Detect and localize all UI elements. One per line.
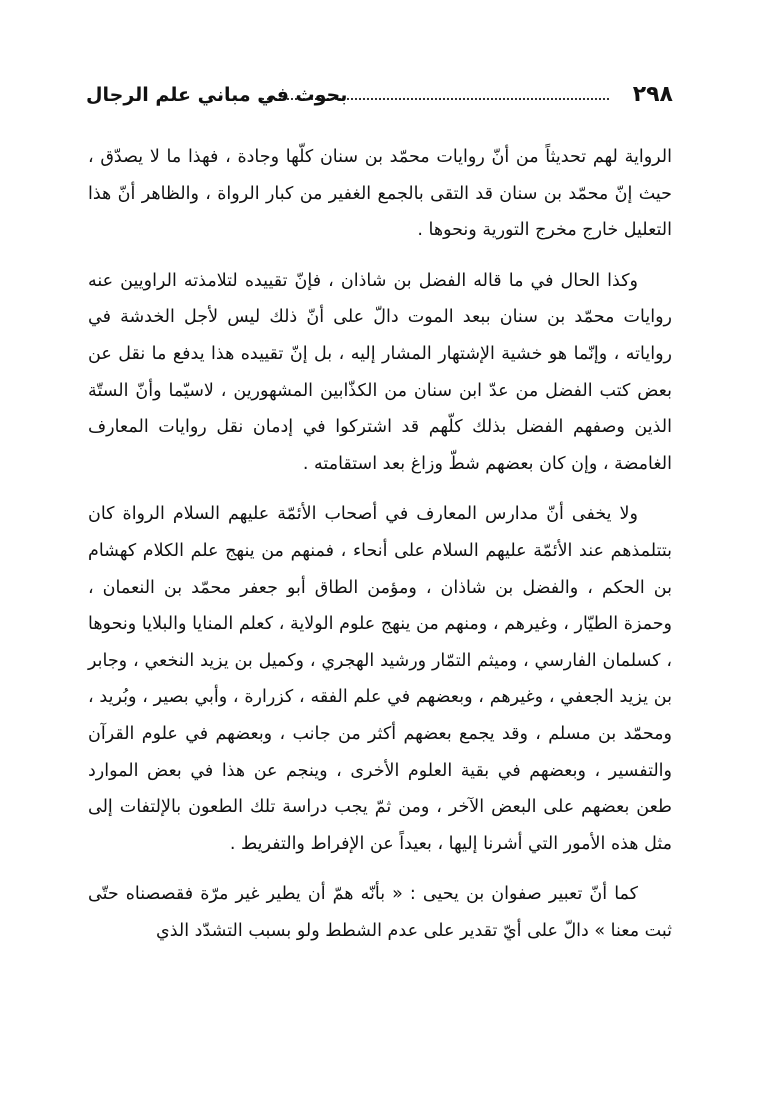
page-number: ٢٩٨ [632,82,673,107]
paragraph-2: وكذا الحال في ما قاله الفضل بن شاذان ، فإنّ تقييده لتلامذته الراويين عنه روايات محمّد بن سنان ببعد الموت دالّ على أنّ ذلك ليس لأجل الخدشة في رواياته ، وإنّما هو خشية الإشتهار المشار إليه ، بل إنّ تقييده هذا يدفع ما نقل عن بعض كتب الفضل من عدّ ابن سنان من الكذّابين المشهورين ، لاسيّما وأنّ الستّة الذين وصفهم الفضل بذلك كلّهم قد اشتركوا في إدمان نقل روايات المعارف الغامضة ، وإن كان بعضهم شطّ وزاغ بعد استقامته . [88,270,672,474]
body-text [88,139,672,963]
page-header [86,80,673,114]
paragraph-4: كما أنّ تعبير صفوان بن يحيى : « بأنّه همّ أن يطير غير مرّة فقصصناه حتّى ثبت معنا » دالّ على أيّ تقدير على عدم الشطط ولو بسبب التشدّد الذي [88,884,672,941]
paragraph-1: الرواية لهم تحديثاً من أنّ روايات محمّد بن سنان كلّها وجادة ، فهذا ما لا يصدّق ، حيث إنّ محمّد بن سنان قد التقى بالجمع الغفير من كبار الرواة ، والظاهر أنّ هذا التعليل خارج مخرج التورية ونحوها . [88,147,672,241]
paragraph-3: ولا يخفى أنّ مدارس المعارف في أصحاب الأئمّة عليهم السلام الرواة كان بتتلمذهم عند الأئمّة عليهم السلام على أنحاء ، فمنهم من ينهج علم الكلام كهشام بن الحكم ، والفضل بن شاذان ، ومؤمن الطاق أبو جعفر محمّد بن النعمان ، وحمزة الطيّار ، وغيرهم ، ومنهم من ينهج علوم الولاية ، كعلم المنايا والبلايا ونحوها ، كسلمان الفارسي ، وميثم التمّار ورشيد الهجري ، وكميل بن يزيد النخعي ، وجابر بن يزيد الجعفي ، وغيرهم ، وبعضهم في علم الفقه ، كزرارة ، وأبي بصير ، وبُريد ، ومحمّد بن مسلم ، وقد يجمع بعضهم أكثر من جانب ، وبعضهم في علوم القرآن والتفسير ، وبعضهم في بقية العلوم الأخرى ، وينجم عن هذا في بعض الموارد طعن بعضهم على البعض الآخر ، ومن ثمّ يجب دراسة تلك الطعون بالإلتفات إلى مثل هذه الأمور التي أشرنا إليها ، بعيداً عن الإفراط والتفريط . [88,504,672,854]
running-title: بحوث في مباني علم الرجال [86,84,348,106]
